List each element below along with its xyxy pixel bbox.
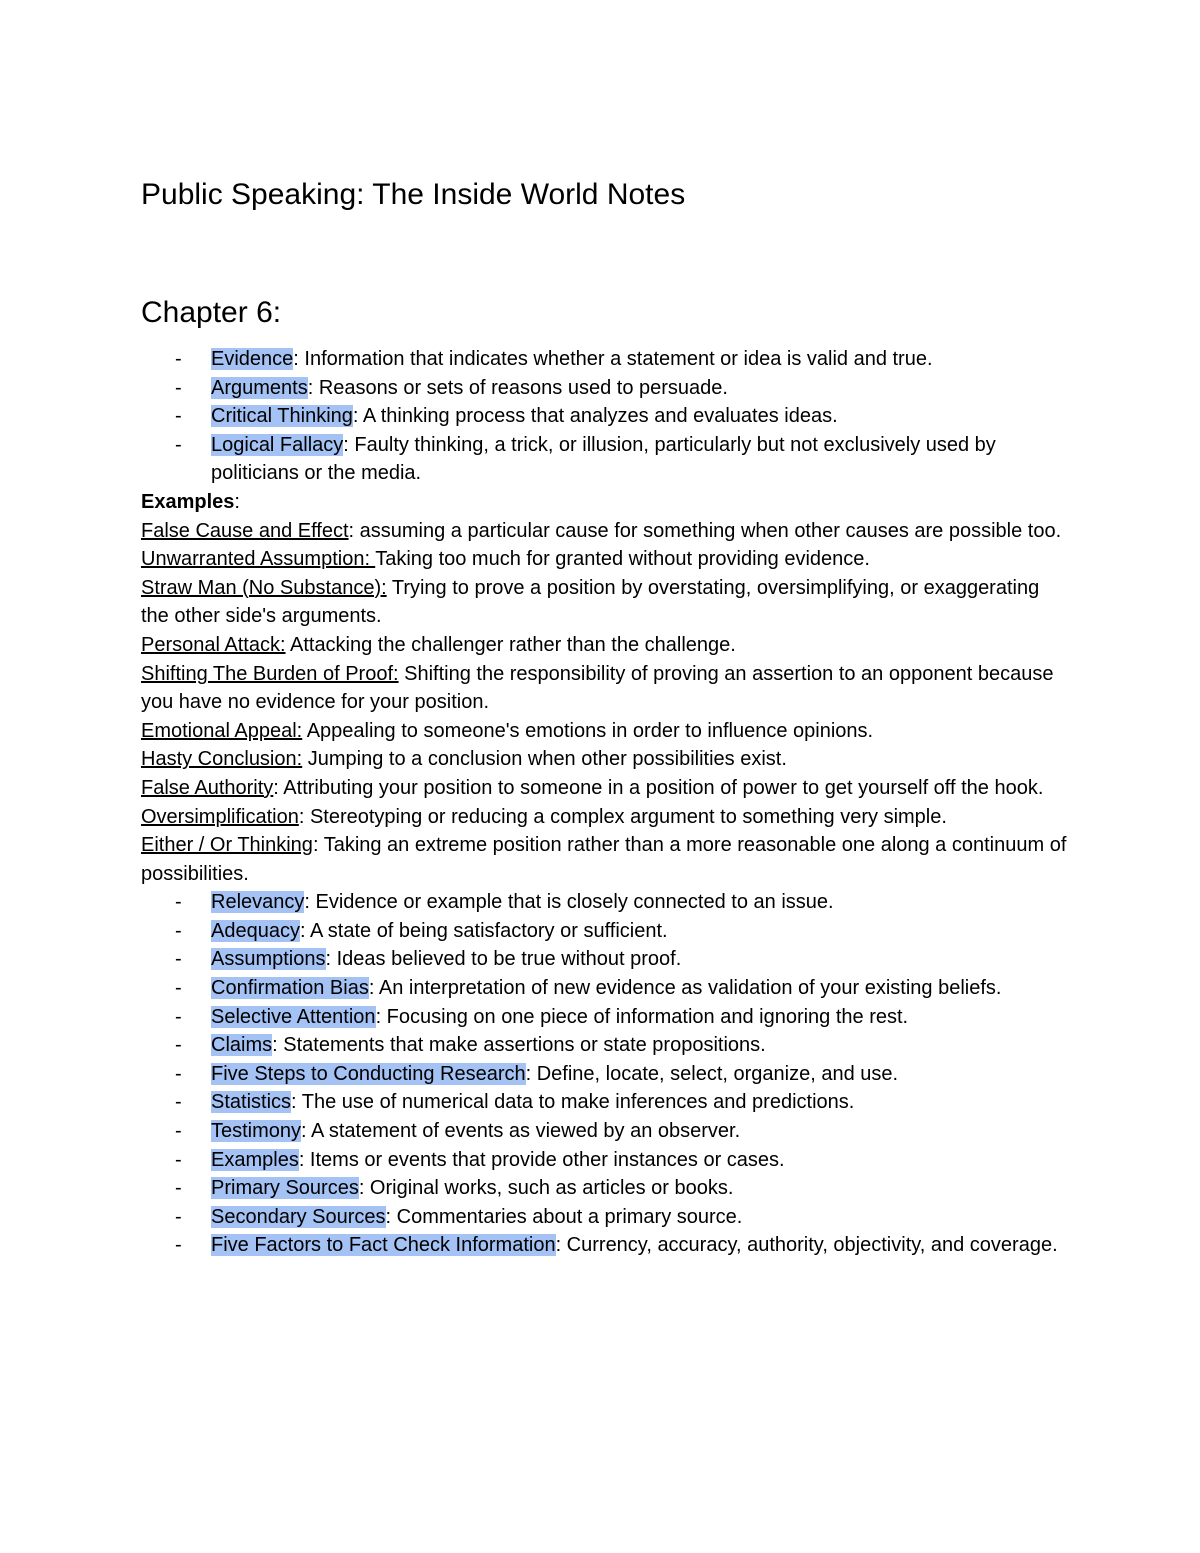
example-text: Appealing to someone's emotions in order to influence opinions.	[302, 719, 874, 742]
definition-text: : Evidence or example that is closely connected to an issue.	[304, 891, 834, 914]
definition-term: Primary Sources	[211, 1177, 359, 1200]
example-term: Emotional Appeal:	[141, 719, 303, 742]
example-text: Taking too much for granted without providing evidence.	[375, 548, 870, 571]
example-term: False Authority	[141, 776, 274, 799]
definition-item	[141, 374, 1071, 403]
example-item	[141, 774, 1071, 803]
definition-item	[141, 1174, 1071, 1203]
example-term: Personal Attack:	[141, 633, 286, 656]
definition-item	[141, 431, 1071, 488]
definition-text: : Statements that make assertions or state propositions.	[272, 1034, 766, 1057]
definition-text: : A thinking process that analyzes and evaluates ideas.	[352, 405, 838, 428]
example-text: Jumping to a conclusion when other possibilities exist.	[302, 748, 787, 771]
definition-item	[141, 1060, 1071, 1089]
example-item	[141, 517, 1071, 546]
example-item	[141, 831, 1071, 888]
example-item	[141, 717, 1071, 746]
definition-text: : The use of numerical data to make inferences and predictions.	[291, 1091, 855, 1114]
definition-text: : Faulty thinking, a trick, or illusion, particularly but not exclusively used by politicians or the media.	[211, 433, 996, 485]
definition-term: Testimony	[211, 1120, 302, 1143]
definition-item	[141, 345, 1071, 374]
definition-term: Secondary Sources	[211, 1205, 386, 1228]
definition-item	[141, 1003, 1071, 1032]
definition-term: Examples	[211, 1148, 299, 1171]
example-term: Unwarranted Assumption:	[141, 548, 376, 571]
definition-item	[141, 1088, 1071, 1117]
definition-text: : A state of being satisfactory or sufficient.	[299, 919, 668, 942]
definition-item	[141, 1146, 1071, 1175]
definitions-list-part2	[141, 888, 1071, 1260]
definition-term: Five Factors to Fact Check Information	[211, 1234, 556, 1257]
definition-text: : Reasons or sets of reasons used to persuade.	[307, 376, 728, 399]
definition-term: Critical Thinking	[211, 405, 353, 428]
definition-text: : Information that indicates whether a statement or idea is valid and true.	[293, 348, 933, 370]
definition-text: : Original works, such as articles or books.	[358, 1177, 734, 1200]
example-text: : Taking an extreme position rather than a more reasonable one along a continuum of possibilities.	[141, 834, 1067, 885]
definition-text: : Currency, accuracy, authority, objectivity, and coverage.	[555, 1234, 1058, 1257]
example-item	[141, 631, 1071, 660]
example-item	[141, 574, 1071, 631]
definition-item	[141, 888, 1071, 917]
definition-item	[141, 945, 1071, 974]
fallacy-examples	[141, 517, 1071, 889]
definition-term: Claims	[211, 1034, 273, 1057]
definition-text: : Focusing on one piece of information and ignoring the rest.	[375, 1005, 909, 1028]
definitions-list-part1	[141, 345, 1071, 488]
example-text: : assuming a particular cause for something when other causes are possible too.	[348, 519, 1062, 542]
example-term: Either / Or Thinking	[141, 834, 313, 857]
examples-label-colon: :	[234, 490, 240, 513]
definition-text: : Items or events that provide other instances or cases.	[298, 1148, 785, 1171]
definition-item	[141, 402, 1071, 431]
example-term: False Cause and Effect	[141, 519, 349, 542]
example-item	[141, 660, 1071, 717]
definition-text: : Ideas believed to be true without proof.	[325, 948, 682, 971]
definition-item	[141, 1031, 1071, 1060]
definition-term: Selective Attention	[211, 1005, 376, 1028]
example-term: Shifting The Burden of Proof:	[141, 662, 399, 685]
definition-item	[141, 917, 1071, 946]
definition-term: Five Steps to Conducting Research	[211, 1062, 526, 1085]
definition-text: : Define, locate, select, organize, and use.	[525, 1062, 899, 1085]
definition-term: Confirmation Bias	[211, 977, 369, 1000]
definition-item	[141, 1117, 1071, 1146]
examples-label	[141, 488, 1071, 517]
example-text: Attacking the challenger rather than the challenge.	[285, 633, 736, 656]
definition-term: Logical Fallacy	[211, 433, 344, 456]
definition-term: Adequacy	[211, 919, 300, 942]
example-text: Trying to prove a position by overstating, oversimplifying, or exaggerating the other side's arguments.	[141, 576, 1040, 628]
definition-text: : Commentaries about a primary source.	[385, 1205, 743, 1228]
chapter-heading: Chapter 6:	[141, 296, 282, 329]
definition-item	[141, 974, 1071, 1003]
example-text: : Attributing your position to someone in a position of power to get yourself off the hook.	[273, 776, 1044, 799]
definition-term: Assumptions	[211, 948, 326, 971]
definition-term: Evidence	[211, 348, 294, 370]
example-item	[141, 745, 1071, 774]
definition-term: Arguments	[211, 376, 308, 399]
definition-text: : An interpretation of new evidence as validation of your existing beliefs.	[368, 977, 1002, 1000]
definition-term: Relevancy	[211, 891, 305, 914]
document-title: Public Speaking: The Inside World Notes	[141, 178, 686, 211]
example-text: : Stereotyping or reducing a complex argument to something very simple.	[298, 805, 947, 828]
definition-text: : A statement of events as viewed by an observer.	[301, 1120, 741, 1143]
example-text: Shifting the responsibility of proving an assertion to an opponent because you have no evidence for your position.	[141, 662, 1054, 714]
examples-label-text: Examples	[141, 490, 235, 513]
definition-term: Statistics	[211, 1091, 292, 1114]
example-term: Straw Man (No Substance):	[141, 576, 387, 599]
definition-item	[141, 1231, 1071, 1260]
example-item	[141, 803, 1071, 832]
example-term: Hasty Conclusion:	[141, 748, 303, 771]
definition-item	[141, 1203, 1071, 1232]
example-item	[141, 545, 1071, 574]
example-term: Oversimplification	[141, 805, 299, 828]
notes-content	[141, 345, 1071, 1260]
